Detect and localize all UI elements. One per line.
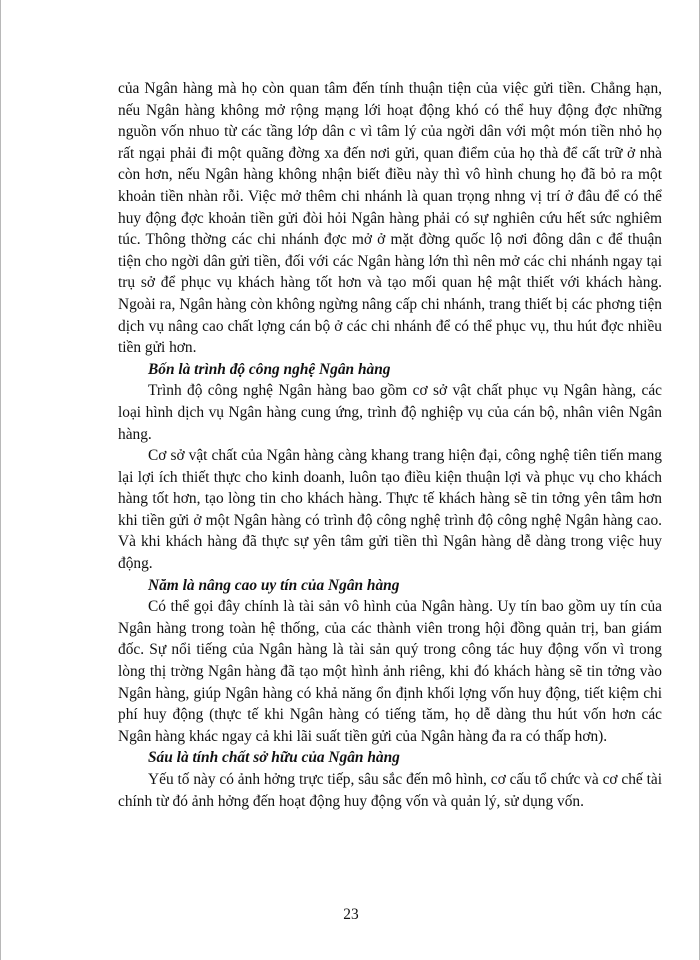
paragraph-ownership: Yếu tố này có ảnh hởng trực tiếp, sâu sắc đến mô hình, cơ cấu tổ chức và cơ chế tài chính từ đó ảnh hởng đến hoạt động huy động vốn và quản lý, sử dụng vốn. [118, 771, 662, 810]
paragraph-reputation: Có thể gọi đây chính là tài sản vô hình của Ngân hàng. Uy tín bao gồm uy tín của Ngân hàng trong toàn hệ thống, của các thành viên trong hội đồng quản trị, ban giám đốc. Sự nổi tiếng của Ngân hàng là tài sản quý trong công tác huy động vốn vì trong lòng thị trờng Ngân hàng đã tạo một hình ảnh riêng, khi đó khách hàng sẽ tin tởng vào Ngân hàng, giúp Ngân hàng có khả năng ổn định khối lợng vốn huy động, tiết kiệm chi phí huy động (thực tế khi Ngân hàng có tiếng tăm, họ dễ dàng thu hút vốn hơn các Ngân hàng khác ngay cả khi lãi suất tiền gửi của Ngân hàng đa ra có thấp hơn). [118, 598, 662, 745]
section-heading-four: Bốn là trình độ công nghệ Ngân hàng [148, 360, 391, 378]
section-heading-five: Năm là nâng cao uy tín của Ngân hàng [148, 576, 400, 594]
page-number: 23 [343, 906, 359, 923]
paragraph-technology-definition: Trình độ công nghệ Ngân hàng bao gồm cơ sở vật chất phục vụ Ngân hàng, các loại hình dịch vụ Ngân hàng cung ứng, trình độ nghiệp vụ của cán bộ, nhân viên Ngân hàng. [118, 382, 662, 443]
paragraph-continuation: của Ngân hàng mà họ còn quan tâm đến tính thuận tiện của việc gửi tiền. Chẳng hạn, nếu Ngân hàng không mở rộng mạng lới hoạt động khó có thể huy động đợc những nguồn vốn nhuo từ các tầng lớp dân c vì tâm lý của ngời dân với một món tiền nhỏ họ rất ngại phải đi một quãng đờng xa đến nơi gửi, quan điểm của họ thà để cất trữ ở nhà còn hơn, nếu Ngân hàng không nhận biết điều này thì vô hình chung họ đã bỏ ra một khoản tiền nhàn rỗi. Việc mở thêm chi nhánh là quan trọng nhng vị trí ở đâu để có thể huy động đợc khoản tiền gửi đòi hỏi Ngân hàng phải có sự nghiên cứu hết sức nghiêm túc. Thông thờng các chi nhánh đợc mở ở mặt đờng quốc lộ nơi đông dân c để thuận tiện cho ngời dân gửi tiền, đối với các Ngân hàng lớn thì nên mở các chi nhánh ngay tại trụ sở để phục vụ khách hàng tốt hơn và tạo mối quan hệ mật thiết với khách hàng. Ngoài ra, Ngân hàng còn không ngừng nâng cấp chi nhánh, trang thiết bị các phơng tiện dịch vụ nâng cao chất lợng cán bộ ở các chi nhánh để có thể phục vụ, thu hút đợc nhiều tiền gửi hơn. [118, 80, 662, 357]
paragraph-technology-benefits: Cơ sở vật chất của Ngân hàng càng khang trang hiện đại, công nghệ tiên tiến mang lại lợi ích thiết thực cho kinh doanh, luôn tạo điều kiện thuận lợi và phục vụ cho khách hàng tốt hơn, tạo lòng tin cho khách hàng. Thực tế khách hàng sẽ tin tởng yên tâm hơn khi tiền gửi ở một Ngân hàng có trình độ công nghệ trình độ công nghệ Ngân hàng cao. Và khi khách hàng đã thực sự yên tâm gửi tiền thì Ngân hàng dễ dàng trong việc huy động. [118, 447, 662, 573]
section-heading-six: Sáu là tính chất sở hữu của Ngân hàng [148, 749, 400, 767]
page-content [118, 78, 662, 812]
